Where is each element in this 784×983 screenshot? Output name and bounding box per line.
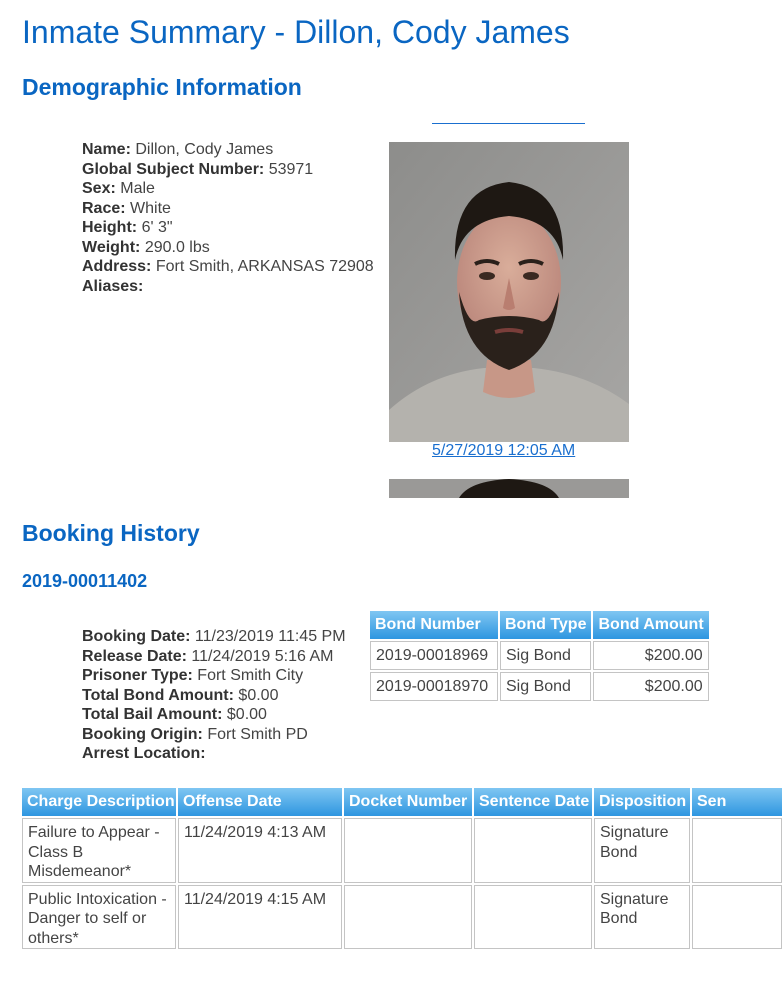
bond-table-header-row: [370, 611, 709, 639]
field-value: 290.0 lbs: [144, 238, 210, 256]
table-row: [370, 672, 709, 701]
bond-table: [368, 609, 711, 703]
sentence-header-truncated[interactable]: Sen: [692, 788, 782, 816]
table-row: [22, 818, 782, 883]
field-sex: [82, 179, 374, 199]
field-total-bond-amount: [82, 686, 346, 706]
field-prisoner-type: [82, 666, 346, 686]
sentence-cell: [692, 818, 782, 883]
field-label: Total Bail Amount:: [82, 706, 223, 723]
previous-photo-link[interactable]: [432, 110, 585, 124]
offense-date-cell: 11/24/2019 4:13 AM: [178, 818, 342, 883]
bond-amount-header[interactable]: Bond Amount: [593, 611, 708, 639]
bond-type-header[interactable]: Bond Type: [500, 611, 591, 639]
charge-description-cell: Public Intoxication - Danger to self or others*: [22, 885, 176, 950]
charge-table-header-row: [22, 788, 782, 816]
docket-number-cell: [344, 818, 472, 883]
bond-number-cell: 2019-00018970: [370, 672, 498, 701]
field-value: Fort Smith City: [197, 667, 304, 684]
docket-number-header[interactable]: Docket Number: [344, 788, 472, 816]
sentence-date-cell: [474, 818, 592, 883]
field-race: [82, 199, 374, 219]
demographic-fields: [82, 140, 374, 296]
bond-number-header[interactable]: Bond Number: [370, 611, 498, 639]
field-label: Aliases:: [82, 277, 144, 295]
field-label: Booking Date:: [82, 628, 191, 645]
field-booking-date: [82, 627, 346, 647]
field-name: [82, 140, 374, 160]
field-label: Booking Origin:: [82, 725, 203, 743]
disposition-cell: Signature Bond: [594, 818, 690, 883]
field-address: [82, 257, 374, 277]
field-value: $0.00: [226, 706, 267, 723]
bond-amount-cell: $200.00: [593, 641, 708, 670]
field-label: Height:: [82, 219, 138, 236]
offense-date-header[interactable]: Offense Date: [178, 788, 342, 816]
field-arrest-location: [82, 744, 346, 764]
bond-type-cell: Sig Bond: [500, 641, 591, 670]
thumbnail-image: [389, 479, 629, 498]
field-label: Weight:: [82, 238, 141, 256]
field-booking-origin: [82, 725, 346, 745]
field-value: $0.00: [238, 686, 279, 704]
field-height: [82, 218, 374, 238]
charge-table-container: [20, 786, 727, 951]
field-label: Race:: [82, 199, 126, 217]
disposition-cell: Signature Bond: [594, 885, 690, 950]
table-row: [22, 885, 782, 950]
next-mugshot-thumbnail[interactable]: [389, 479, 629, 498]
offense-date-cell: 11/24/2019 4:15 AM: [178, 885, 342, 950]
field-value: 11/24/2019 5:16 AM: [191, 647, 334, 665]
field-label: Prisoner Type:: [82, 667, 193, 684]
field-label: Release Date:: [82, 647, 187, 665]
demographic-section-title: Demographic Information: [22, 74, 302, 100]
disposition-header[interactable]: Disposition: [594, 788, 690, 816]
field-value: 6' 3": [141, 219, 173, 236]
field-label: Total Bond Amount:: [82, 686, 234, 704]
field-value: Fort Smith, ARKANSAS 72908: [155, 258, 374, 275]
mugshot-image: [389, 142, 629, 442]
field-value: 53971: [268, 160, 314, 178]
page-title: Inmate Summary - Dillon, Cody James: [22, 14, 570, 50]
photo-date-link[interactable]: 5/27/2019 12:05 AM: [432, 442, 576, 459]
mugshot-photo: [389, 142, 629, 442]
sentence-cell: [692, 885, 782, 950]
field-value: Male: [120, 180, 155, 197]
sentence-date-header[interactable]: Sentence Date: [474, 788, 592, 816]
field-value: 11/23/2019 11:45 PM: [194, 628, 346, 645]
charge-description-header[interactable]: Charge Description: [22, 788, 176, 816]
field-weight: [82, 238, 374, 258]
field-label: Sex:: [82, 180, 116, 197]
field-value: White: [130, 199, 171, 217]
field-label: Name:: [82, 141, 131, 158]
field-value: Fort Smith PD: [207, 725, 308, 743]
field-label: Arrest Location:: [82, 745, 206, 762]
field-aliases: [82, 277, 374, 297]
table-row: [370, 641, 709, 670]
charge-description-cell: Failure to Appear - Class B Misdemeanor*: [22, 818, 176, 883]
bond-number-cell: 2019-00018969: [370, 641, 498, 670]
booking-number: 2019-00011402: [22, 571, 148, 591]
field-label: Global Subject Number:: [82, 160, 265, 178]
sentence-date-cell: [474, 885, 592, 950]
field-label: Address:: [82, 258, 152, 275]
booking-history-section-title: Booking History: [22, 520, 200, 546]
bond-type-cell: Sig Bond: [500, 672, 591, 701]
docket-number-cell: [344, 885, 472, 950]
field-global-subject-number: [82, 160, 374, 180]
bond-amount-cell: $200.00: [593, 672, 708, 701]
charge-table: [20, 786, 784, 951]
booking-fields: [82, 627, 346, 764]
field-total-bail-amount: [82, 705, 346, 725]
field-release-date: [82, 647, 346, 667]
field-value: Dillon, Cody James: [135, 141, 274, 158]
